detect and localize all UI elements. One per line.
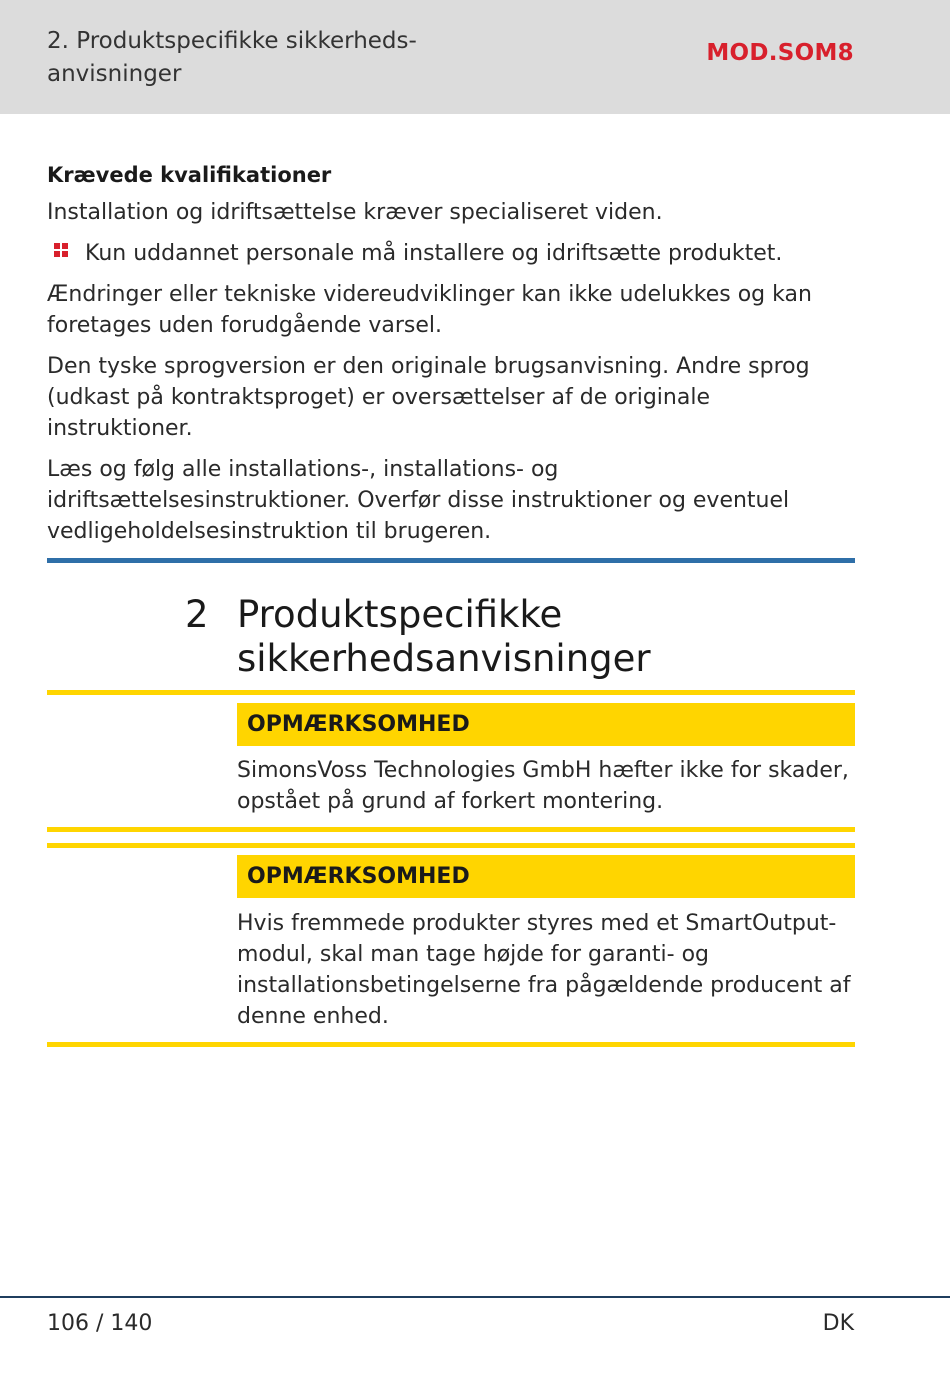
paragraph-instructions: Læs og følg alle installations-, installations- og idriftsættelsesinstruktioner. Overfør disse instruktioner og eventuel vedligeholdelsesinstruktion til brugeren. [47,457,790,544]
page-number: 106 / 140 [47,1311,153,1336]
notice-2-bottom-rule [47,1042,855,1047]
qualifications-bullet-text: Kun uddannet personale må installere og idriftsætte produktet. [85,241,783,266]
paragraph-changes: Ændringer eller tekniske videreudviklinger kan ikke udelukkes og kan foretages uden forudgående varsel. [47,282,812,338]
notice-1-text: SimonsVoss Technologies GmbH hæfter ikke for skader, opstået på grund af forkert montering. [237,758,849,814]
qualifications-section [47,160,855,557]
notice-1-top-rule [47,690,855,695]
qualifications-heading: Krævede kvalifikationer [47,163,332,187]
notice-2-label: OPMÆRKSOMHED [247,864,470,889]
qualifications-bullet [47,238,855,269]
header-section-title-text: 2. Produktspecifikke sikkerheds- anvisninger [47,28,417,87]
header-model-name: MOD.SOM8 [706,40,854,66]
paragraph-language: Den tyske sprogversion er den originale brugsanvisning. Andre sprog (udkast på kontraktsproget) er oversættelser af de originale instruktioner. [47,354,810,441]
chapter-number: 2 [185,593,209,636]
qualifications-intro: Installation og idriftsættelse kræver specialiseret viden. [47,200,663,225]
notice-2-text: Hvis fremmede produkter styres med et SmartOutput-modul, skal man tage højde for garanti- og installationsbetingelserne fra pågældende producent af denne enhed. [237,911,851,1029]
section-divider [47,558,855,563]
chapter-title: Produktspecifikke sikkerhedsanvisninger [237,593,651,680]
page-header [0,0,950,114]
notice-1-label-band [237,703,855,746]
notice-1-bottom-rule [47,827,855,832]
red-square-bullet-icon [47,238,85,269]
notice-2-top-rule [47,843,855,848]
header-section-title [47,25,467,91]
notice-2-label-band [237,855,855,898]
notice-1-label: OPMÆRKSOMHED [247,712,470,737]
language-code: DK [822,1311,854,1336]
footer-rule [0,1296,950,1298]
